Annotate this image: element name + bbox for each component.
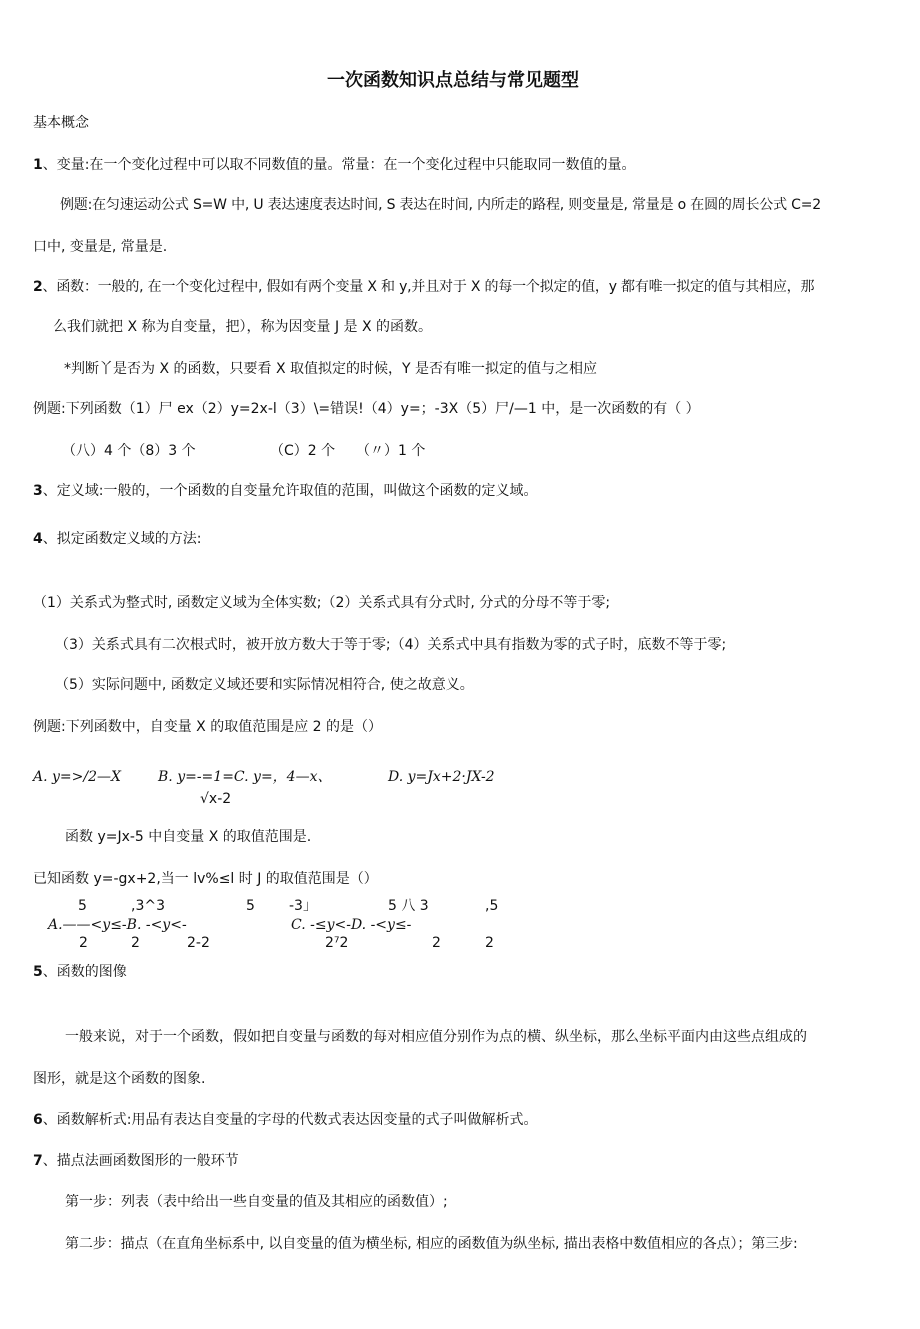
- step-2: 第二步：描点（在直角坐标系中, 以自变量的值为横坐标, 相应的函数值为纵坐标, 描出表格中数值相应的各点）；第三步:: [65, 1236, 798, 1252]
- option-d: D. y=Jx+2·JX-2: [388, 769, 495, 785]
- item-text: 、描点法画函数图形的一般环节: [42, 1153, 239, 1169]
- item-2: [33, 278, 814, 296]
- item-text: 、拟定函数定义域的方法:: [42, 531, 202, 547]
- item-1-example-line-2: 口中, 变量是, 常量是.: [33, 239, 168, 255]
- frac-bot-4: 2⁷2: [325, 935, 349, 951]
- item-text: 、函数：一般的, 在一个变化过程中, 假如有两个变量 X 和 y,并且对于 X 的每一个拟定的值，y 都有唯一拟定的值与其相应，那: [42, 279, 815, 295]
- option-b-radicand: √x-2: [200, 791, 232, 807]
- item-number: 7: [33, 1153, 43, 1169]
- item-number: 4: [33, 531, 43, 547]
- item-3: [33, 482, 537, 500]
- page-title: 一次函数知识点总结与常见题型: [327, 70, 579, 91]
- frac-top-5: 5 八 3: [388, 898, 429, 914]
- item-text: 、函数解析式:用品有表达自变量的字母的代数式表达因变量的式子叫做解析式。: [42, 1112, 538, 1128]
- item-number: 3: [33, 483, 43, 499]
- item-7: [33, 1152, 239, 1170]
- frac-bot-1: 2: [79, 935, 88, 951]
- domain-rule-2: （3）关系式具有二次根式时，被开放方数大于等于零;（4）关系式中具有指数为零的式子时，底数不等于零;: [55, 637, 727, 653]
- item-5-body-2: 图形，就是这个函数的图象.: [33, 1071, 206, 1087]
- frac-top-4: -3」: [289, 898, 317, 914]
- frac-top-2: ,3^3: [131, 898, 165, 914]
- frac-bot-5: 2: [432, 935, 441, 951]
- frac-top-3: 5: [246, 898, 255, 914]
- frac-top-6: ,5: [485, 898, 499, 914]
- item-4-example: 例题:下列函数中，自变量 X 的取值范围是应 2 的是（）: [33, 719, 383, 735]
- domain-rule-1: （1）关系式为整式时, 函数定义域为全体实数;（2）关系式具有分式时, 分式的分母不等于零;: [33, 595, 611, 611]
- item-number: 2: [33, 279, 43, 295]
- choice-c: （C）2 个: [270, 443, 336, 459]
- domain-rule-3: （5）实际问题中, 函数定义域还要和实际情况相符合, 使之故意义。: [55, 677, 474, 693]
- choice-ab: （八）4 个（8）3 个: [62, 443, 196, 459]
- item-number: 6: [33, 1112, 43, 1128]
- frac-choices-cd: C. -≤y<-D. -<y≤-: [291, 917, 412, 933]
- frac-bot-3: 2-2: [187, 935, 210, 951]
- section-heading: 基本概念: [33, 115, 89, 131]
- item-4: [33, 530, 201, 548]
- frac-top-1: 5: [78, 898, 87, 914]
- item-2-example: 例题:下列函数（1）尸 ex（2）y=2x-l（3）\=错误!（4）y=；-3X（5）尸/—1 中，是一次函数的有（ ）: [33, 401, 700, 417]
- item-1: [33, 156, 635, 174]
- choice-d: （〃）1 个: [356, 443, 426, 459]
- item-5: [33, 963, 127, 981]
- option-a: A. y=>/2—X: [33, 769, 121, 785]
- frac-choices-ab: A.——<y≤-B. -<y<-: [48, 917, 187, 933]
- option-bc: B. y=-=1=C. y=，4—x、: [158, 769, 332, 785]
- item-text: 、定义域:一般的，一个函数的自变量允许取值的范围，叫做这个函数的定义域。: [42, 483, 538, 499]
- item-1-example-line-1: 例题:在匀速运动公式 S=W 中, U 表达速度表达时间, S 表达在时间, 内所走的路程, 则变量是, 常量是 o 在圆的周长公式 C=2: [60, 197, 821, 213]
- item-6: [33, 1111, 537, 1129]
- item-text: 、变量:在一个变化过程中可以取不同数值的量。常量：在一个变化过程中只能取同一数值的量。: [42, 157, 636, 173]
- item-number: 5: [33, 964, 43, 980]
- step-1: 第一步：列表（表中给出一些自变量的值及其相应的函数值）;: [65, 1194, 448, 1210]
- function-range-question: 函数 y=Jx-5 中自变量 X 的取值范围是.: [65, 829, 312, 845]
- frac-bot-6: 2: [485, 935, 494, 951]
- item-number: 1: [33, 157, 43, 173]
- item-2-note: *判断丫是否为 X 的函数，只要看 X 取值拟定的时候，Y 是否有唯一拟定的值与之相应: [64, 361, 597, 377]
- given-function-question: 已知函数 y=-gx+2,当一 lv%≤l 时 J 的取值范围是（）: [33, 871, 378, 887]
- frac-bot-2: 2: [131, 935, 140, 951]
- item-2-text-line-2: 么我们就把 X 称为自变量，把），称为因变量 J 是 X 的函数。: [53, 319, 433, 335]
- item-text: 、函数的图像: [42, 964, 127, 980]
- item-5-body-1: 一般来说，对于一个函数，假如把自变量与函数的每对相应值分别作为点的横、纵坐标，那么坐标平面内由这些点组成的: [65, 1029, 807, 1045]
